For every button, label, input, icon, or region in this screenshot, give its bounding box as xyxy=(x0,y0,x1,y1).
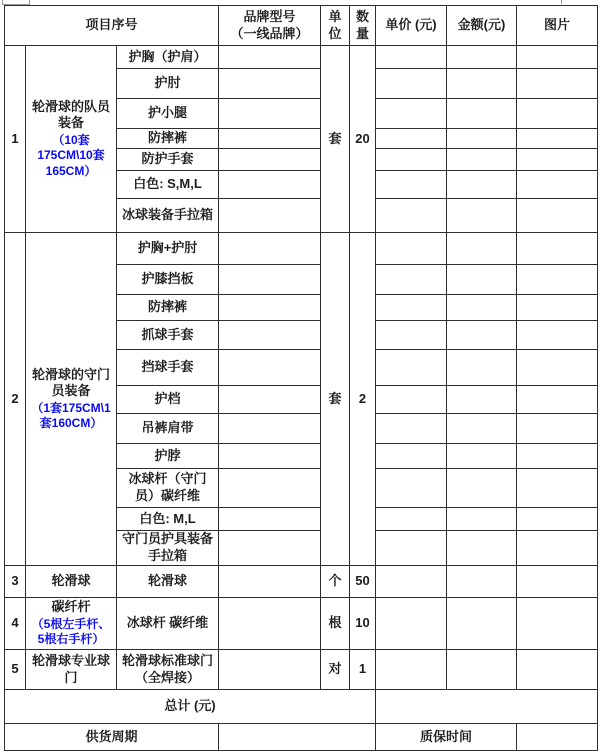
row1-name: 轮滑球的队员装备 xyxy=(31,98,110,131)
header-quantity-label: 数量 xyxy=(355,8,369,41)
header-brand-line1: 品牌型号 xyxy=(243,8,296,24)
image-cell-empty xyxy=(517,295,598,321)
amount-cell-empty xyxy=(447,598,517,650)
price-cell-empty xyxy=(376,444,447,469)
header-quantity xyxy=(350,6,376,46)
image-cell-empty xyxy=(517,350,598,386)
image-cell-empty xyxy=(517,598,598,650)
row2-item: 护脖 xyxy=(117,444,219,469)
total-value-cell xyxy=(376,690,598,724)
row4-name-cell xyxy=(26,598,117,650)
amount-cell-empty xyxy=(447,199,517,233)
amount-cell-empty xyxy=(447,508,517,531)
header-unit xyxy=(321,6,350,46)
row3-seq: 3 xyxy=(5,566,26,598)
amount-cell-empty xyxy=(447,69,517,99)
brand-cell-empty xyxy=(219,650,321,690)
image-cell-empty xyxy=(517,233,598,265)
price-cell-empty xyxy=(376,321,447,350)
row5-name-cell xyxy=(26,650,117,690)
image-cell-empty xyxy=(517,129,598,149)
amount-cell-empty xyxy=(447,650,517,690)
row5-sub-item: 轮滑球标准球门（全焊接） xyxy=(117,650,219,690)
image-cell-empty xyxy=(517,46,598,69)
row1-item: 白色: S,M,L xyxy=(117,171,219,199)
row1-qty: 20 xyxy=(350,46,376,233)
brand-cell-empty xyxy=(219,469,321,508)
price-cell-empty xyxy=(376,265,447,295)
price-cell-empty xyxy=(376,69,447,99)
brand-cell-empty xyxy=(219,531,321,566)
brand-cell-empty xyxy=(219,321,321,350)
row2-item: 挡球手套 xyxy=(117,350,219,386)
image-cell-empty xyxy=(517,414,598,444)
brand-cell-empty xyxy=(219,129,321,149)
row1-item: 防护手套 xyxy=(117,149,219,171)
header-unit-label: 单位 xyxy=(328,8,342,41)
image-cell-empty xyxy=(517,265,598,295)
price-cell-empty xyxy=(376,129,447,149)
image-cell-empty xyxy=(517,99,598,129)
row5-qty: 1 xyxy=(350,650,376,690)
row1-name-note: （10套175CM\10套165CM） xyxy=(37,133,105,178)
brand-cell-empty xyxy=(219,386,321,414)
row3-unit: 个 xyxy=(321,566,350,598)
brand-cell-empty xyxy=(219,233,321,265)
row4-name: 碳纤杆 xyxy=(51,599,91,615)
price-cell-empty xyxy=(376,650,447,690)
row2-name: 轮滑球的守门员装备 xyxy=(31,366,110,399)
row4-seq: 4 xyxy=(5,598,26,650)
price-cell-empty xyxy=(376,469,447,508)
row1-item: 护小腿 xyxy=(117,99,219,129)
brand-cell-empty xyxy=(219,99,321,129)
image-cell-empty xyxy=(517,321,598,350)
row1-item: 护肘 xyxy=(117,69,219,99)
row3-name-cell xyxy=(26,566,117,598)
row2-item: 抓球手套 xyxy=(117,321,219,350)
brand-cell-empty xyxy=(219,69,321,99)
amount-cell-empty xyxy=(447,129,517,149)
row5-unit: 对 xyxy=(321,650,350,690)
amount-cell-empty xyxy=(447,99,517,129)
price-cell-empty xyxy=(376,199,447,233)
brand-cell-empty xyxy=(219,265,321,295)
brand-cell-empty xyxy=(219,508,321,531)
price-cell-empty xyxy=(376,46,447,69)
image-cell-empty xyxy=(517,508,598,531)
amount-cell-empty xyxy=(447,386,517,414)
amount-cell-empty xyxy=(447,414,517,444)
brand-cell-empty xyxy=(219,171,321,199)
amount-cell-empty xyxy=(447,566,517,598)
row2-item: 白色: M,L xyxy=(117,508,219,531)
amount-cell-empty xyxy=(447,350,517,386)
row2-item: 防摔裤 xyxy=(117,295,219,321)
image-cell-empty xyxy=(517,650,598,690)
amount-cell-empty xyxy=(447,444,517,469)
image-cell-empty xyxy=(517,69,598,99)
row1-unit: 套 xyxy=(321,46,350,233)
image-cell-empty xyxy=(517,171,598,199)
row2-item: 护胸+护肘 xyxy=(117,233,219,265)
row1-item: 冰球装备手拉箱 xyxy=(117,199,219,233)
image-cell-empty xyxy=(517,566,598,598)
header-brand-model xyxy=(219,6,321,46)
row4-qty: 10 xyxy=(350,598,376,650)
price-cell-empty xyxy=(376,566,447,598)
price-cell-empty xyxy=(376,414,447,444)
row4-name-note: （5根左手杆、5根右手杆） xyxy=(31,616,111,647)
image-cell-empty xyxy=(517,469,598,508)
row5-seq: 5 xyxy=(5,650,26,690)
row1-item: 护胸（护肩） xyxy=(117,46,219,69)
brand-cell-empty xyxy=(219,295,321,321)
amount-cell-empty xyxy=(447,171,517,199)
warranty-label: 质保时间 xyxy=(376,724,517,751)
price-cell-empty xyxy=(376,295,447,321)
header-image: 图片 xyxy=(517,6,598,46)
header-unit-price: 单价 (元) xyxy=(376,6,447,46)
supply-period-label: 供货周期 xyxy=(5,724,219,751)
row3-name: 轮滑球 xyxy=(51,573,91,589)
price-cell-empty xyxy=(376,386,447,414)
price-cell-empty xyxy=(376,508,447,531)
amount-cell-empty xyxy=(447,295,517,321)
image-cell-empty xyxy=(517,149,598,171)
page-edge-tick xyxy=(561,0,562,4)
brand-cell-empty xyxy=(219,46,321,69)
price-cell-empty xyxy=(376,350,447,386)
row2-item: 护档 xyxy=(117,386,219,414)
price-cell-empty xyxy=(376,171,447,199)
row2-item: 冰球杆（守门员）碳纤维 xyxy=(117,469,219,508)
amount-cell-empty xyxy=(447,321,517,350)
row2-seq: 2 xyxy=(5,233,26,566)
row2-qty: 2 xyxy=(350,233,376,566)
header-amount: 金额(元) xyxy=(447,6,517,46)
brand-cell-empty xyxy=(219,414,321,444)
row3-qty: 50 xyxy=(350,566,376,598)
header-brand-line2: （一线品牌） xyxy=(230,25,309,41)
amount-cell-empty xyxy=(447,469,517,508)
row2-name-cell xyxy=(26,233,117,566)
warranty-value xyxy=(517,724,598,751)
amount-cell-empty xyxy=(447,233,517,265)
amount-cell-empty xyxy=(447,531,517,566)
image-cell-empty xyxy=(517,386,598,414)
brand-cell-empty xyxy=(219,566,321,598)
row2-item: 护膝挡板 xyxy=(117,265,219,295)
row1-seq: 1 xyxy=(5,46,26,233)
brand-cell-empty xyxy=(219,444,321,469)
row1-name-cell xyxy=(26,46,117,233)
row2-unit: 套 xyxy=(321,233,350,566)
image-cell-empty xyxy=(517,531,598,566)
amount-cell-empty xyxy=(447,46,517,69)
image-cell-empty xyxy=(517,444,598,469)
price-cell-empty xyxy=(376,99,447,129)
row2-item: 守门员护具装备手拉箱 xyxy=(117,531,219,566)
price-cell-empty xyxy=(376,531,447,566)
brand-cell-empty xyxy=(219,350,321,386)
amount-cell-empty xyxy=(447,149,517,171)
brand-cell-empty xyxy=(219,149,321,171)
total-label-cell: 总计 (元) xyxy=(5,690,376,724)
quotation-table xyxy=(4,5,598,751)
row2-item: 吊裤肩带 xyxy=(117,414,219,444)
brand-cell-empty xyxy=(219,199,321,233)
row3-sub-item: 轮滑球 xyxy=(117,566,219,598)
row4-unit: 根 xyxy=(321,598,350,650)
row2-name-note: （1套175CM\1套160CM） xyxy=(31,400,111,431)
image-cell-empty xyxy=(517,199,598,233)
row4-sub-item: 冰球杆 碳纤维 xyxy=(117,598,219,650)
price-cell-empty xyxy=(376,233,447,265)
brand-cell-empty xyxy=(219,598,321,650)
row1-item: 防摔裤 xyxy=(117,129,219,149)
price-cell-empty xyxy=(376,149,447,171)
header-item-no: 项目序号 xyxy=(5,6,219,46)
supply-period-value xyxy=(219,724,376,751)
amount-cell-empty xyxy=(447,265,517,295)
price-cell-empty xyxy=(376,598,447,650)
row5-name: 轮滑球专业球门 xyxy=(31,652,110,685)
